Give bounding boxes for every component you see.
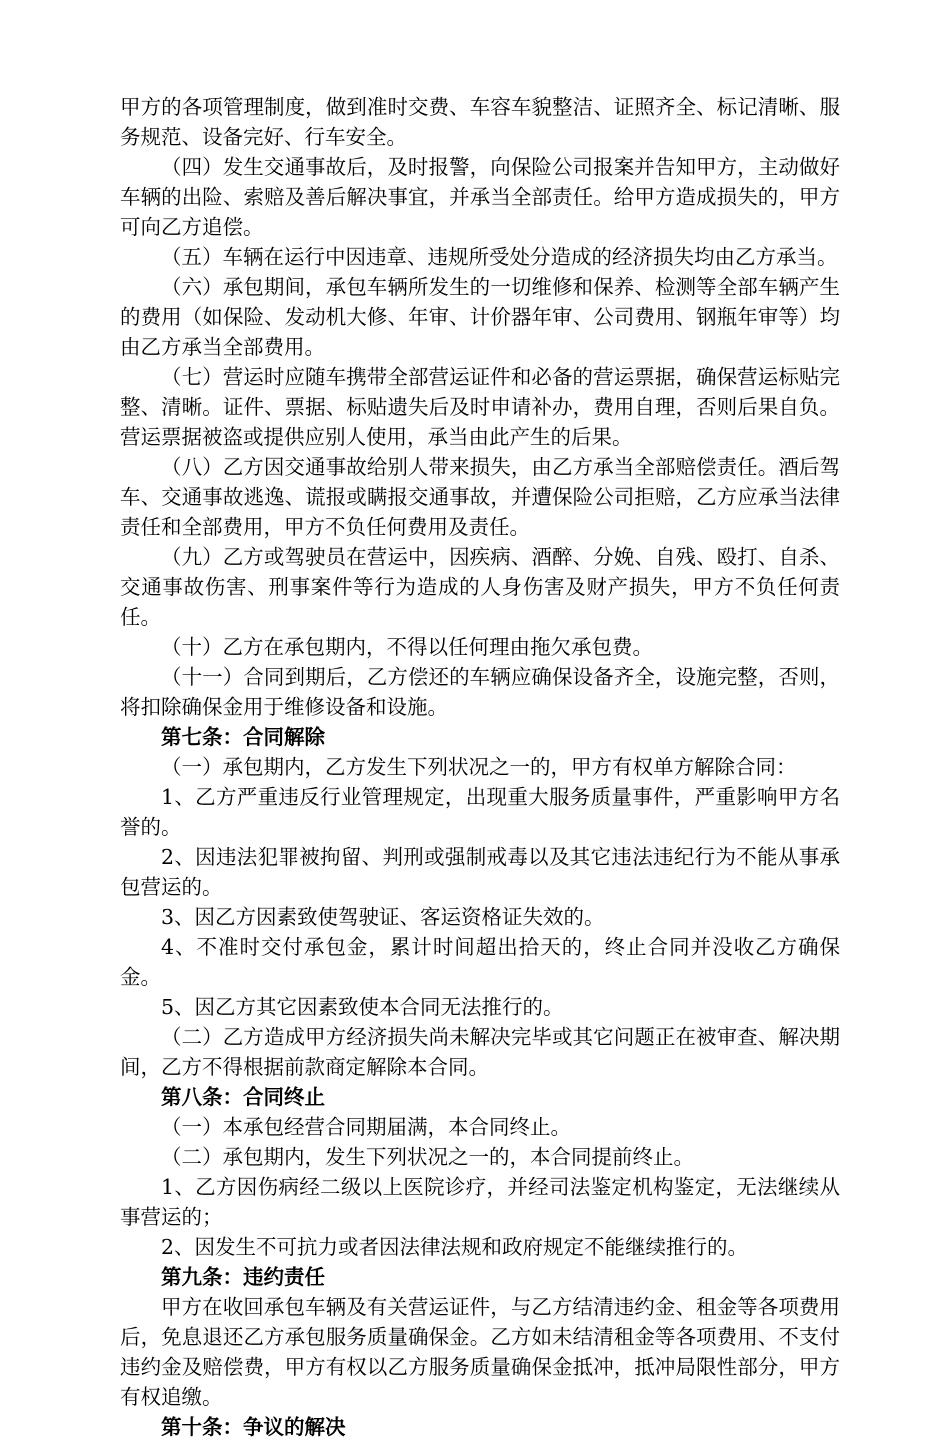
section-heading: 第八条：合同终止 bbox=[161, 1085, 325, 1109]
body-paragraph: （七）营运时应随车携带全部营运证件和必备的营运票据，确保营运标贴完整、清晰。证件、票据、标贴遗失后及时申请补办，费用自理，否则后果自负。营运票据被盗或提供应别人使用，承当由此产生的后果。 bbox=[120, 365, 840, 449]
body-paragraph: 5、因乙方其它因素致使本合同无法推行的。 bbox=[161, 995, 564, 1019]
body-paragraph: （九）乙方或驾驶员在营运中，因疾病、酒醉、分娩、自残、殴打、自杀、交通事故伤害、刑事案件等行为造成的人身伤害及财产损失，甲方不负任何责任。 bbox=[120, 545, 840, 629]
body-paragraph: 2、因发生不可抗力或者因法律法规和政府规定不能继续推行的。 bbox=[161, 1235, 749, 1259]
body-paragraph: （四）发生交通事故后，及时报警，向保险公司报案并告知甲方，主动做好车辆的出险、索赔及善后解决事宜，并承当全部责任。给甲方造成损失的，甲方可向乙方追偿。 bbox=[120, 155, 840, 239]
body-paragraph: （一）本承包经营合同期届满，本合同终止。 bbox=[161, 1115, 571, 1139]
body-paragraph: 甲方在收回承包车辆及有关营运证件，与乙方结清违约金、租金等各项费用后，免息退还乙方承包服务质量确保金。乙方如未结清租金等各项费用、不支付违约金及赔偿费，甲方有权以乙方服务质量确保金抵冲，抵冲局限性部分，甲方有权追缴。 bbox=[120, 1295, 840, 1409]
document-page bbox=[120, 92, 840, 1442]
body-paragraph: （一）承包期内，乙方发生下列状况之一的，甲方有权单方解除合同： bbox=[161, 755, 797, 779]
section-heading: 第七条：合同解除 bbox=[161, 725, 325, 749]
body-paragraph: 甲方的各项管理制度，做到准时交费、车容车貌整洁、证照齐全、标记清晰、服务规范、设备完好、行车安全。 bbox=[120, 95, 840, 149]
body-paragraph: （八）乙方因交通事故给别人带来损失，由乙方承当全部赔偿责任。酒后驾车、交通事故逃逸、谎报或瞒报交通事故，并遭保险公司拒赔，乙方应承当法律责任和全部费用，甲方不负任何费用及责任。 bbox=[120, 455, 840, 539]
body-paragraph: 4、不准时交付承包金，累计时间超出拾天的，终止合同并没收乙方确保金。 bbox=[120, 935, 840, 989]
body-paragraph: （十一）合同到期后，乙方偿还的车辆应确保设备齐全，设施完整，否则，将扣除确保金用于维修设备和设施。 bbox=[120, 665, 840, 719]
body-paragraph: （十）乙方在承包期内，不得以任何理由拖欠承包费。 bbox=[161, 635, 653, 659]
body-paragraph: 3、因乙方因素致使驾驶证、客运资格证失效的。 bbox=[161, 905, 605, 929]
body-paragraph: 2、因违法犯罪被拘留、判刑或强制戒毒以及其它违法违纪行为不能从事承包营运的。 bbox=[120, 845, 840, 899]
body-paragraph: （二）承包期内，发生下列状况之一的，本合同提前终止。 bbox=[161, 1145, 694, 1169]
body-paragraph: （五）车辆在运行中因违章、违规所受处分造成的经济损失均由乙方承当。 bbox=[161, 245, 838, 269]
body-paragraph: （六）承包期间，承包车辆所发生的一切维修和保养、检测等全部车辆产生的费用（如保险、发动机大修、年审、计价器年审、公司费用、钢瓶年审等）均由乙方承当全部费用。 bbox=[120, 275, 840, 359]
section-heading: 第九条：违约责任 bbox=[161, 1265, 325, 1289]
section-heading: 第十条：争议的解决 bbox=[161, 1415, 346, 1439]
body-paragraph: （二）乙方造成甲方经济损失尚未解决完毕或其它问题正在被审查、解决期间，乙方不得根据前款商定解除本合同。 bbox=[120, 1025, 840, 1079]
body-paragraph: 1、乙方严重违反行业管理规定，出现重大服务质量事件，严重影响甲方名誉的。 bbox=[120, 785, 840, 839]
body-paragraph: 1、乙方因伤病经二级以上医院诊疗，并经司法鉴定机构鉴定，无法继续从事营运的； bbox=[120, 1175, 840, 1229]
